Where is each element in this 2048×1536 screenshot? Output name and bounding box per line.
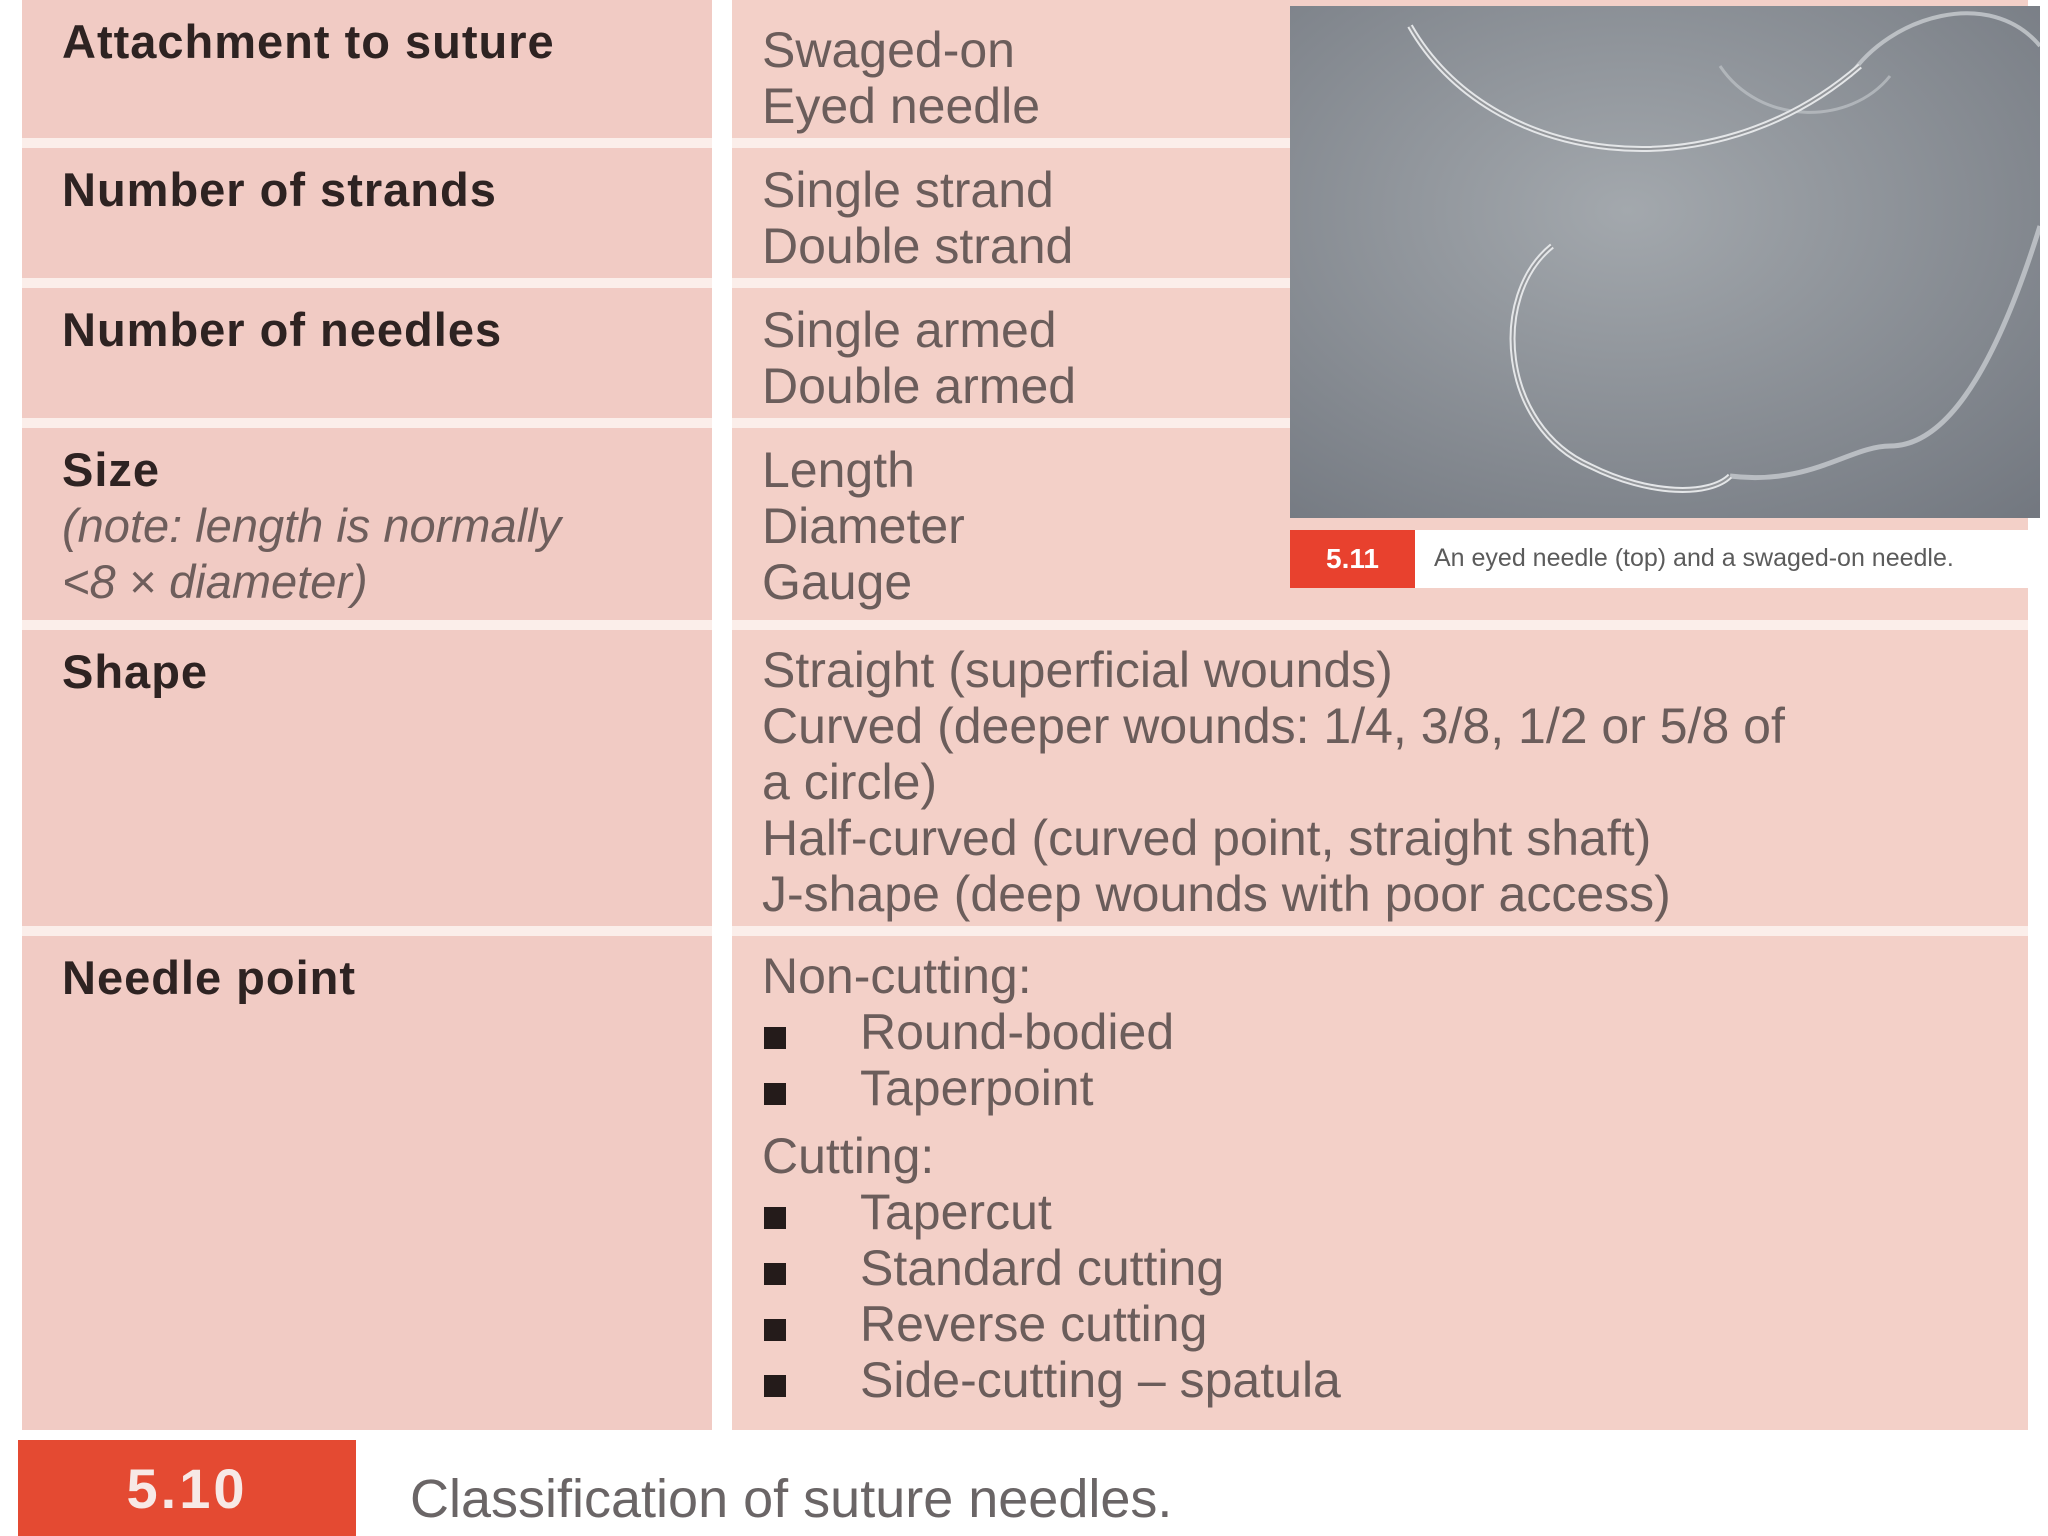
- group-heading: Non-cutting:: [762, 948, 1032, 1004]
- row-label-cell: [22, 288, 712, 428]
- list-item: Round-bodied: [860, 1004, 1175, 1060]
- table-row-shape: [22, 630, 2028, 936]
- figure-caption: Classification of suture needles.: [410, 1469, 1173, 1529]
- list-item: Tapercut: [860, 1184, 1052, 1240]
- value-line: Double strand: [762, 218, 1074, 274]
- row-label: Size: [62, 443, 161, 496]
- photo-figure-badge: 5.11: [1290, 530, 1415, 588]
- list-item: Taperpoint: [860, 1060, 1094, 1116]
- bullet-icon: [764, 1319, 786, 1341]
- bullet-icon: [764, 1083, 786, 1105]
- value-line: Swaged-on: [762, 22, 1015, 78]
- row-label-cell: [22, 428, 712, 630]
- needle-photo: [1290, 6, 2040, 518]
- table-row-needle-point: [22, 936, 2028, 1430]
- value-line: Double armed: [762, 358, 1077, 414]
- group-heading: Cutting:: [762, 1128, 935, 1184]
- photo-caption: An eyed needle (top) and a swaged-on needle.: [1434, 544, 1954, 572]
- row-label-cell: [22, 148, 712, 288]
- row-note: <8 × diameter): [62, 555, 368, 608]
- row-label-cell: [22, 0, 712, 148]
- row-label-cell: [22, 630, 712, 936]
- value-line: Diameter: [762, 498, 965, 554]
- value-line: Straight (superficial wounds): [762, 642, 1393, 698]
- list-item: Standard cutting: [860, 1240, 1225, 1296]
- value-line: Eyed needle: [762, 78, 1041, 134]
- bullet-icon: [764, 1027, 786, 1049]
- row-label: Number of needles: [62, 303, 503, 356]
- list-item: Side-cutting – spatula: [860, 1352, 1341, 1408]
- row-label-cell: [22, 936, 712, 1430]
- row-label: Needle point: [62, 951, 357, 1004]
- row-label: Attachment to suture: [62, 15, 555, 68]
- value-line: Curved (deeper wounds: 1/4, 3/8, 1/2 or 5/8 of: [762, 698, 1785, 754]
- row-note: (note: length is normally: [62, 499, 561, 552]
- bullet-icon: [764, 1375, 786, 1397]
- row-label: Number of strands: [62, 163, 497, 216]
- value-line: Length: [762, 442, 915, 498]
- bullet-icon: [764, 1207, 786, 1229]
- row-label: Shape: [62, 645, 209, 698]
- value-line: Gauge: [762, 554, 913, 610]
- row-value-cell: [732, 630, 2028, 936]
- figure-badge: 5.10: [18, 1440, 356, 1536]
- value-line: J-shape (deep wounds with poor access): [762, 866, 1671, 922]
- value-line: Single armed: [762, 302, 1057, 358]
- row-value-cell: [732, 936, 2028, 1430]
- value-line: Half-curved (curved point, straight shaft): [762, 810, 1652, 866]
- value-line: a circle): [762, 754, 938, 810]
- value-line: Single strand: [762, 162, 1054, 218]
- bullet-icon: [764, 1263, 786, 1285]
- list-item: Reverse cutting: [860, 1296, 1208, 1352]
- needle-photo-graphic: [1290, 6, 2040, 518]
